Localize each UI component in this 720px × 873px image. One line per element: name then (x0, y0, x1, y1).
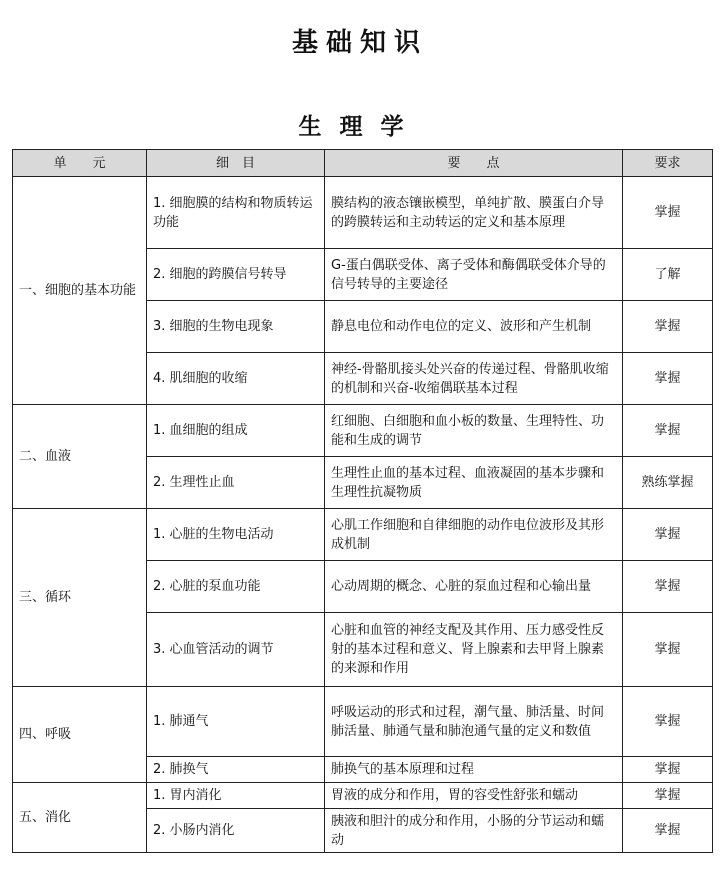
point-cell: 心动周期的概念、心脏的泵血过程和心输出量 (325, 561, 623, 613)
point-cell: 胃液的成分和作用，胃的容受性舒张和蠕动 (325, 783, 623, 809)
unit-cell: 三、循环 (13, 509, 147, 687)
unit-cell: 二、血液 (13, 405, 147, 509)
point-cell: 肺换气的基本原理和过程 (325, 757, 623, 783)
point-cell: 静息电位和动作电位的定义、波形和产生机制 (325, 301, 623, 353)
point-cell: 心脏和血管的神经支配及其作用、压力感受性反射的基本过程和意义、肾上腺素和去甲肾上腺素的来源和作用 (325, 613, 623, 687)
requirement-cell: 了解 (623, 249, 713, 301)
header-detail: 细 目 (147, 150, 325, 177)
requirement-cell: 掌握 (623, 783, 713, 809)
header-requirement: 要求 (623, 150, 713, 177)
requirement-cell: 掌握 (623, 177, 713, 249)
point-cell: G-蛋白偶联受体、离子受体和酶偶联受体介导的信号转导的主要途径 (325, 249, 623, 301)
section-title: 生理学 (298, 114, 422, 140)
point-cell: 呼吸运动的形式和过程，潮气量、肺活量、时间肺活量、肺通气量和肺泡通气量的定义和数值 (325, 687, 623, 757)
detail-cell: 1. 胃内消化 (147, 783, 325, 809)
point-cell: 膜结构的液态镶嵌模型，单纯扩散、膜蛋白介导的跨膜转运和主动转运的定义和基本原理 (325, 177, 623, 249)
syllabus-table (12, 149, 713, 853)
table-row (13, 509, 713, 561)
detail-cell: 2. 生理性止血 (147, 457, 325, 509)
table-row (13, 687, 713, 757)
requirement-cell: 掌握 (623, 561, 713, 613)
detail-cell: 2. 肺换气 (147, 757, 325, 783)
requirement-cell: 掌握 (623, 301, 713, 353)
requirement-cell: 掌握 (623, 809, 713, 853)
header-unit: 单 元 (13, 150, 147, 177)
requirement-cell: 熟练掌握 (623, 457, 713, 509)
table-header-row (13, 150, 713, 177)
detail-cell: 1. 心脏的生物电活动 (147, 509, 325, 561)
table-row (13, 783, 713, 809)
detail-cell: 3. 心血管活动的调节 (147, 613, 325, 687)
detail-cell: 4. 肌细胞的收缩 (147, 353, 325, 405)
point-cell: 神经-骨骼肌接头处兴奋的传递过程、骨骼肌收缩的机制和兴奋-收缩偶联基本过程 (325, 353, 623, 405)
requirement-cell: 掌握 (623, 353, 713, 405)
table-row (13, 405, 713, 457)
header-point: 要 点 (325, 150, 623, 177)
unit-cell: 五、消化 (13, 783, 147, 853)
unit-cell: 一、细胞的基本功能 (13, 177, 147, 405)
point-cell: 心肌工作细胞和自律细胞的动作电位波形及其形成机制 (325, 509, 623, 561)
detail-cell: 1. 肺通气 (147, 687, 325, 757)
table-row (13, 177, 713, 249)
detail-cell: 2. 小肠内消化 (147, 809, 325, 853)
requirement-cell: 掌握 (623, 757, 713, 783)
point-cell: 胰液和胆汁的成分和作用，小肠的分节运动和蠕动 (325, 809, 623, 853)
detail-cell: 3. 细胞的生物电现象 (147, 301, 325, 353)
point-cell: 生理性止血的基本过程、血液凝固的基本步骤和生理性抗凝物质 (325, 457, 623, 509)
detail-cell: 2. 心脏的泵血功能 (147, 561, 325, 613)
requirement-cell: 掌握 (623, 613, 713, 687)
point-cell: 红细胞、白细胞和血小板的数量、生理特性、功能和生成的调节 (325, 405, 623, 457)
requirement-cell: 掌握 (623, 509, 713, 561)
detail-cell: 2. 细胞的跨膜信号转导 (147, 249, 325, 301)
detail-cell: 1. 血细胞的组成 (147, 405, 325, 457)
requirement-cell: 掌握 (623, 405, 713, 457)
detail-cell: 1. 细胞膜的结构和物质转运功能 (147, 177, 325, 249)
unit-cell: 四、呼吸 (13, 687, 147, 783)
requirement-cell: 掌握 (623, 687, 713, 757)
document-title: 基础知识 (291, 28, 428, 58)
